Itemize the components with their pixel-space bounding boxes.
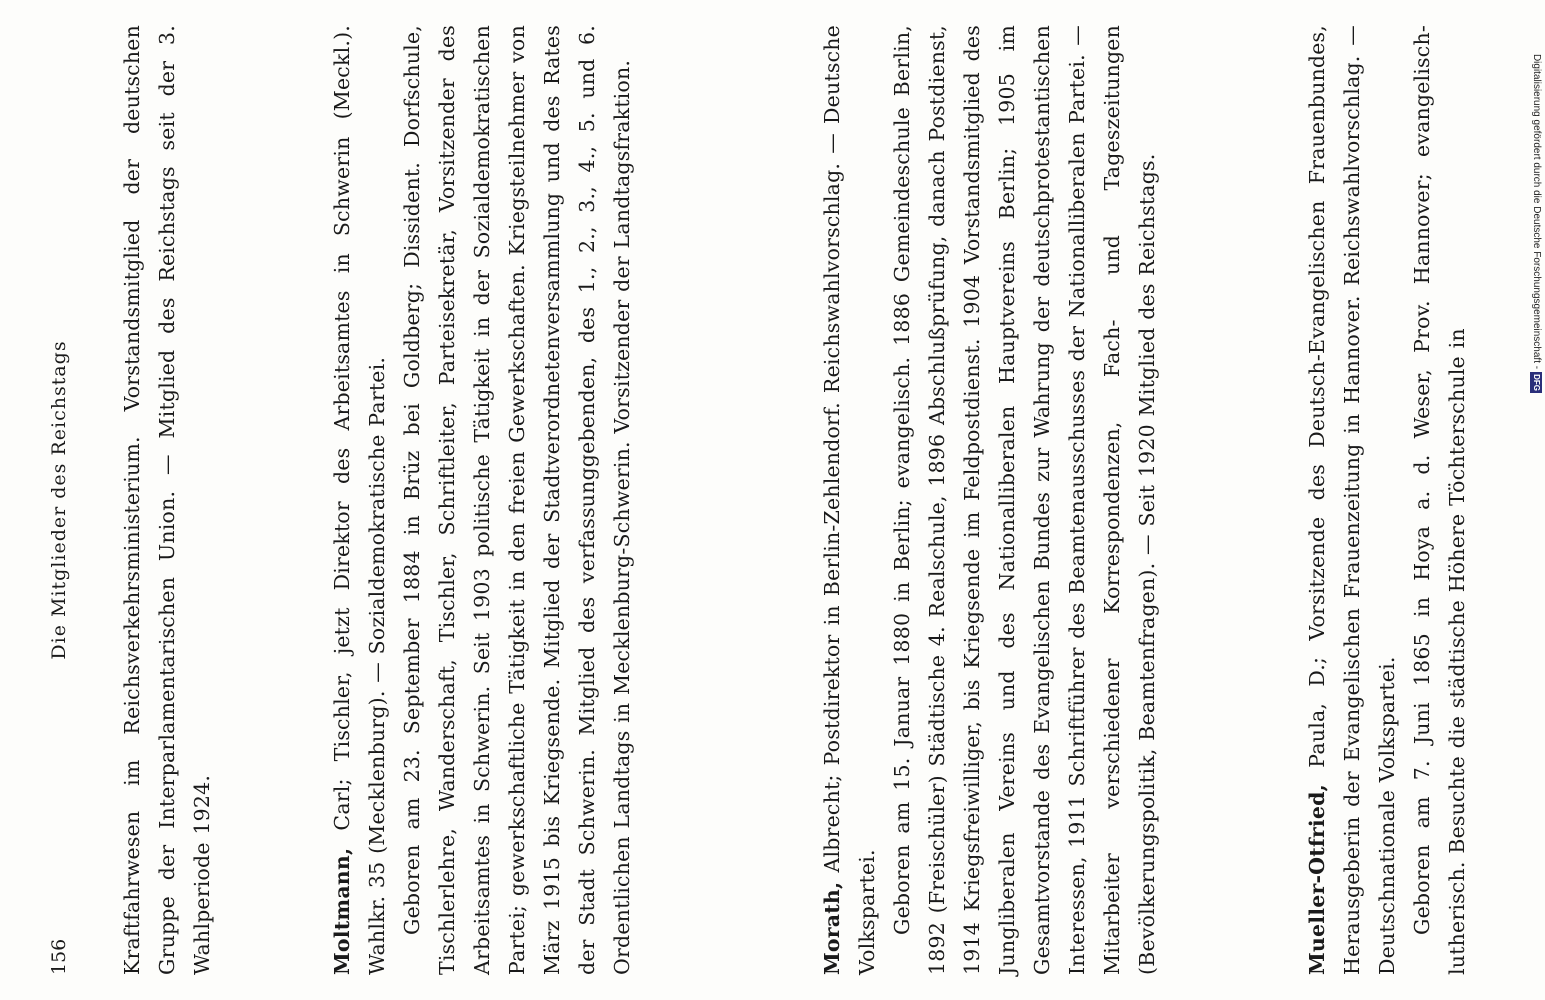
entry-intro-morath: Albrecht; Postdirektor in Berlin-Zehlendorf. Reichswahlvorschlag. — Deutsche Volkspartei. [820, 25, 879, 975]
entry-name-morath: Morath, [820, 881, 844, 975]
credit-text: Digitalisierung gefördert durch die Deutsche Forschungsgemeinschaft - [1531, 53, 1542, 370]
dfg-logo: DFG [1532, 374, 1541, 391]
running-title: Die Mitglieder des Reichstags [48, 340, 70, 660]
page-header [48, 25, 78, 975]
entry-name-moltmann: Moltmann, [330, 847, 354, 975]
entry-bio-mueller-otfried: Geboren am 7. Juni 1865 in Hoya a. d. Weser, Prov. Hannover; evangelisch-lutherisch. Besuchte die städtische Höhere Töchterschule in [1410, 25, 1469, 975]
entry-morath [815, 25, 1165, 975]
digitization-credit [1529, 8, 1543, 393]
continuation-paragraph [115, 25, 220, 975]
entry-bio-morath: Geboren am 15. Januar 1880 in Berlin; evangelisch. 1886 Gemeindeschule Berlin, 1892 (Freischüler) Städtische 4. Realschule, 1896 Abschlußprüfung, danach Postdienst, 1914 Kriegsfreiwilliger, bis Kriegsende im Feldpostdienst. 1904 Vorstandsmitglied des Jungliberalen Vereins und des Nationalliberalen Hauptvereins Berlin; 1905 im Gesamtvorstande des Evangelischen Bundes zur Wahrung der deutschprotestantischen Interessen, 1911 Schriftführer des Beamtenausschusses der Nationalliberalen Partei. — Mitarbeiter verschiedener Korrespondenzen, Fach- und Tageszeitungen (Bevölkerungspolitik, Beamtenfragen). — Seit 1920 Mitglied des Reichstags. [890, 25, 1159, 975]
continuation-text: Kraftfahrwesen im Reichsverkehrsministerium. Vorstandsmitglied der deutschen Gruppe der Interparlamentarischen Union. — Mitglied des Reichstags seit der 3. Wahlperiode 1924. [120, 25, 214, 975]
entry-intro-mueller-otfried: Paula, D.; Vorsitzende des Deutsch-Evangelischen Frauenbundes, Herausgeberin der Evangelischen Frauenzeitung in Hannover. Reichswahlvorschlag. — Deutschnationale Volkspartei. [1305, 25, 1399, 975]
rotated-page-content [20, 25, 1500, 975]
entry-moltmann [325, 25, 640, 975]
entry-intro-moltmann: Carl; Tischler, jetzt Direktor des Arbeitsamtes in Schwerin (Meckl.). Wahlkr. 35 (Mecklenburg). — Sozialdemokratische Partei. [330, 25, 389, 975]
page-number: 156 [48, 938, 70, 975]
entry-bio-moltmann: Geboren am 23. September 1884 in Brüz bei Goldberg; Dissident. Dorfschule, Tischlerlehre, Wanderschaft, Tischler, Schriftleiter, Parteisekretär, Vorsitzender des Arbeitsamtes in Schwerin. Seit 1903 politische Tätigkeit in der Sozialdemokratischen Partei; gewerkschaftliche Tätigkeit in den freien Gewerkschaften. Kriegsteilnehmer von März 1915 bis Kriegsende. Mitglied der Stadtverordnetenversammlung und des Rates der Stadt Schwerin. Mitglied des verfassunggebenden, des 1., 2., 3., 4., 5. und 6. Ordentlichen Landtags in Mecklenburg-Schwerin. Vorsitzender der Landtagsfraktion. [400, 25, 634, 975]
entry-name-mueller-otfried: Mueller-Otfried, [1305, 783, 1329, 975]
entry-mueller-otfried [1300, 25, 1475, 975]
